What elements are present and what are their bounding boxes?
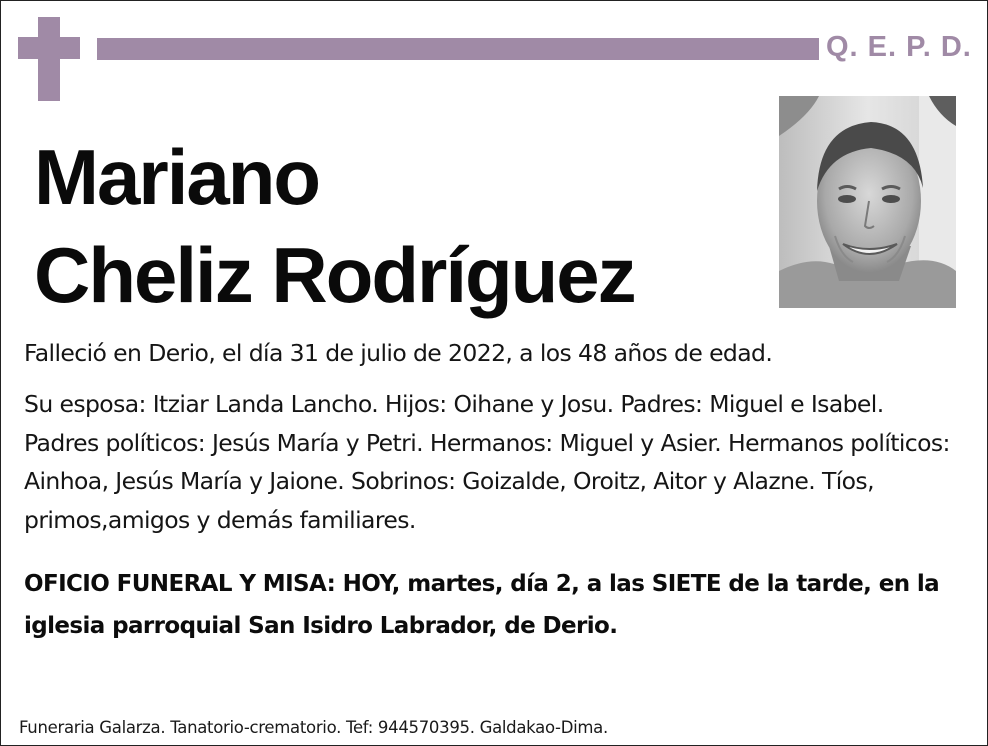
header-rule (97, 38, 819, 60)
relatives-list: Su esposa: Itziar Landa Lancho. Hijos: Oihane y Josu. Padres: Miguel e Isabel. Padres políticos: Jesús María y Petri. Hermanos: Miguel y Asier. Hermanos políticos: Ainhoa, Jesús María y Jaione. Sobrinos: Goizalde, Oroitz, Aitor y Alazne. Tíos, primos,amigos y demás familiares. (24, 390, 950, 534)
cross-icon-horizontal (18, 37, 80, 59)
deceased-photo (779, 96, 956, 308)
deceased-surnames: Cheliz Rodríguez (34, 231, 635, 319)
death-statement: Falleció en Derio, el día 31 de julio de 2022, a los 48 años de edad. (24, 339, 773, 367)
funeral-home-footer: Funeraria Galarza. Tanatorio-crematorio. Tef: 944570395. Galdakao-Dima. (19, 718, 608, 737)
deceased-first-name: Mariano (34, 133, 320, 221)
qepd-label: Q. E. P. D. (826, 31, 972, 63)
funeral-details: OFICIO FUNERAL Y MISA: HOY, martes, día 2, a las SIETE de la tarde, en la iglesia parroquial San Isidro Labrador, de Derio. (24, 571, 940, 639)
cross-icon-vertical (38, 17, 60, 101)
